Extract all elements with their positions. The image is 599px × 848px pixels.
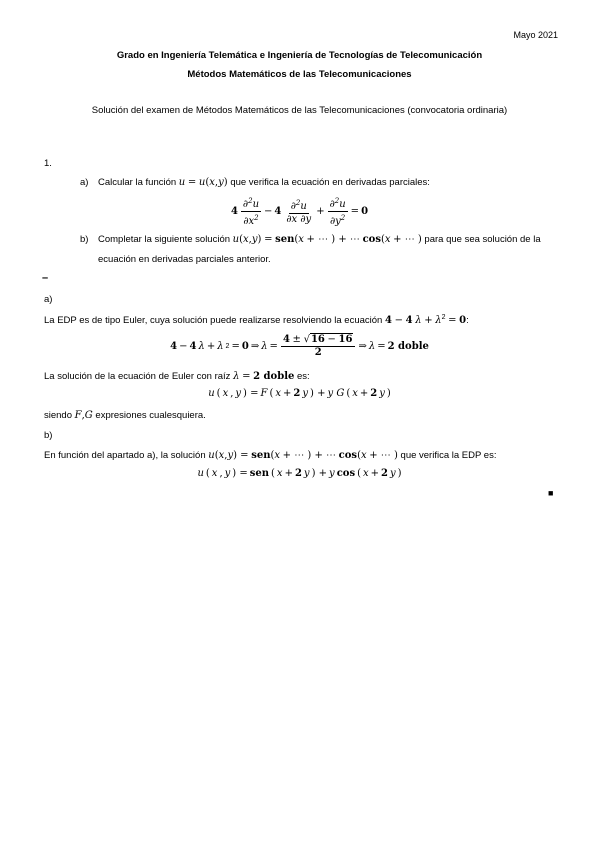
header-subtitle: Solución del examen de Métodos Matemáticos de las Telecomunicaciones (convocatoria ordinaria) <box>91 105 508 116</box>
solution-b-label: b) <box>44 430 53 441</box>
problem-a-statement: Calcular la función u = u(x,y) que verifica la ecuación en derivadas parciales: <box>98 177 430 188</box>
solution-p3: siendo F,G expresiones cualesquiera. <box>44 410 206 421</box>
separator-dash: – <box>42 272 49 284</box>
end-of-proof-mark: ■ <box>548 488 554 498</box>
problem-number: 1. <box>44 158 52 169</box>
solution-a-label: a) <box>44 294 53 305</box>
characteristic-equation: 4 − 4 λ + λ 2 = 0 ⇒ λ = $\frac{4 \pm √16 - 16}{2}$ ⇒ λ = 2 doble <box>170 334 429 358</box>
problem-b-label: b) <box>80 234 89 245</box>
final-solution-equation: u ( x , y ) = sen ( x + 2 y ) + y cos ( x + 2 y ) <box>197 468 402 479</box>
solution-p4: En función del apartado a), la solución u(x,y) = sen(x + ⋯ ) + ⋯ cos(x + ⋯ ) que verifica la EDP es: <box>44 450 497 461</box>
header-line1: Grado en Ingeniería Telemática e Ingeniería de Tecnologías de Telecomunicación <box>116 50 483 61</box>
solution-p1: La EDP es de tipo Euler, cuya solución puede realizarse resolviendo la ecuación 4 − 4 $\lambda + \lambda^2 = 0$: <box>44 314 469 326</box>
problem-b-statement: Completar la siguiente solución u(x,y) = sen(x + ⋯ ) + ⋯ cos(x + ⋯ ) para que sea solución de la <box>98 234 541 245</box>
solution-p2: La solución de la ecuación de Euler con raíz λ = 2 doble es: <box>44 371 310 382</box>
pde-equation: 4 $\frac{\partial^2u}{\partial x^2}$ − 4 $\frac{\partial^2u}{\partial x \partial y}$ + $\frac{\partial^2u}{\partial y^2}$ = 0 <box>230 197 369 227</box>
problem-a-label: a) <box>80 177 89 188</box>
general-solution-equation: u ( x , y ) = F ( x + 2 y ) + y G ( x + 2 y ) <box>208 388 391 399</box>
date: Mayo 2021 <box>513 30 558 40</box>
problem-b-statement-cont: ecuación en derivadas parciales anterior. <box>98 254 271 265</box>
header-line2: Métodos Matemáticos de las Telecomunicaciones <box>187 69 412 80</box>
